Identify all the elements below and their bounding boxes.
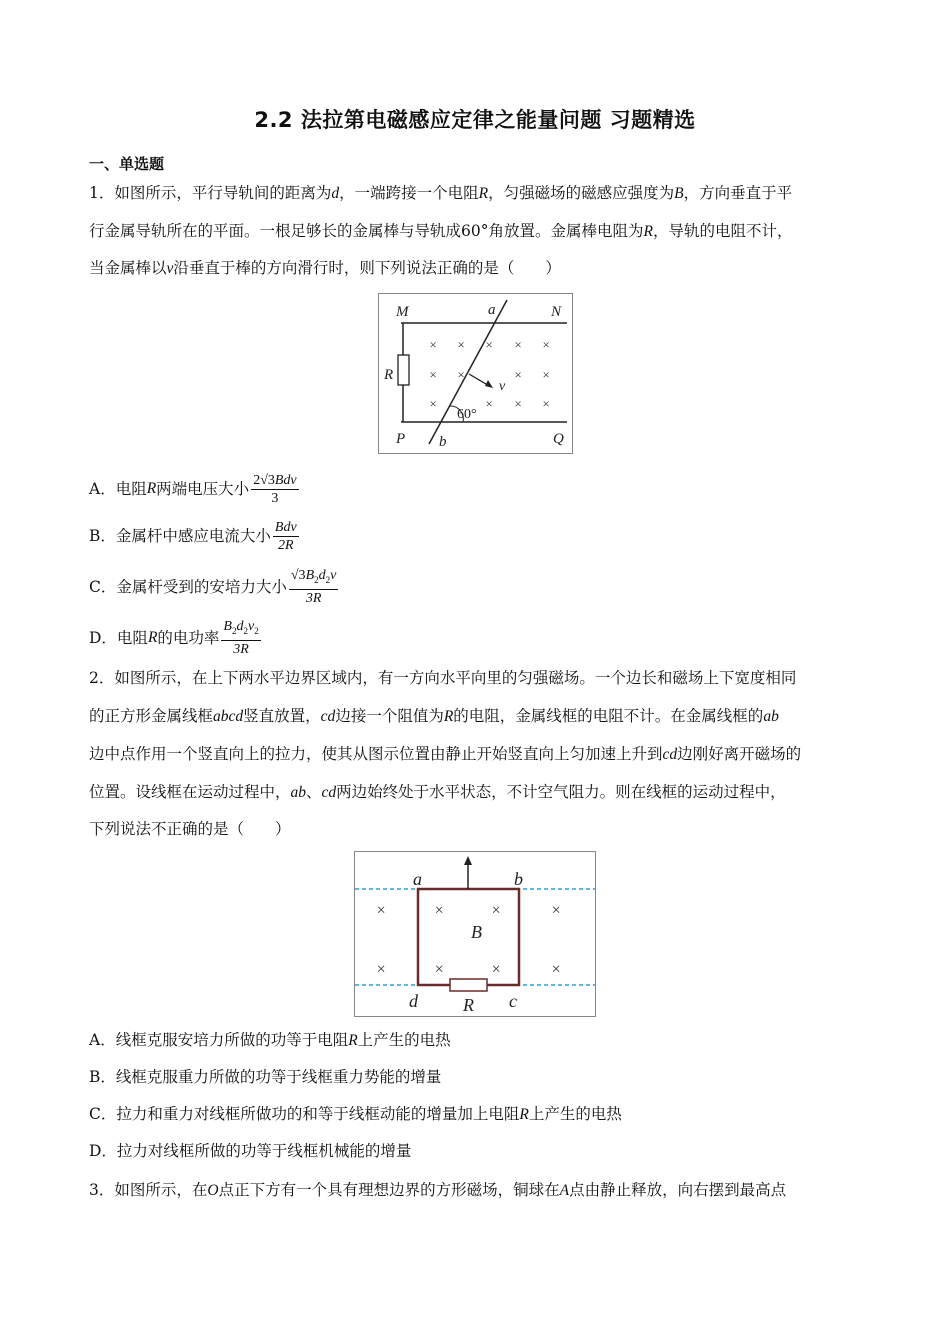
field-cross: × bbox=[375, 961, 387, 978]
field-cross: × bbox=[550, 902, 562, 919]
q2-option-d[interactable]: D．拉力对线框所做的功等于线框机械能的增量 bbox=[89, 1142, 412, 1160]
field-cross: × bbox=[513, 396, 523, 411]
q1-circuit-diagram bbox=[379, 294, 572, 453]
field-cross: × bbox=[456, 337, 466, 352]
field-cross: × bbox=[490, 902, 502, 919]
field-cross: × bbox=[428, 367, 438, 382]
field-cross: × bbox=[456, 367, 466, 382]
q2-option-c[interactable]: C．拉力和重力对线框所做功的和等于线框动能的增量加上电阻R上产生的电热 bbox=[89, 1105, 622, 1123]
label-R: R bbox=[384, 367, 394, 383]
q2-frame-diagram bbox=[355, 852, 595, 1016]
label-c: c bbox=[509, 991, 517, 1011]
fraction: $\frac{√3B_2d_2v}{3R}$ bbox=[290, 568, 337, 606]
q1-option-c[interactable]: C．金属杆受到的安培力大小 $\frac{√3B_2d_2v}{3R}$ bbox=[89, 568, 337, 606]
label-d: d bbox=[409, 991, 418, 1011]
fraction: $\frac{\text{Bdv}}{2R}$ bbox=[274, 519, 297, 553]
field-cross: × bbox=[513, 367, 523, 382]
field-cross: × bbox=[550, 961, 562, 978]
field-cross: × bbox=[541, 337, 551, 352]
q2-option-b[interactable]: B．线框克服重力所做的功等于线框重力势能的增量 bbox=[89, 1068, 442, 1086]
field-cross: × bbox=[541, 396, 551, 411]
q1-line-2: 行金属导轨所在的平面。一根足够长的金属棒与导轨成60°角放置。金属棒电阻为R，导轨的电阻不计， bbox=[89, 222, 793, 240]
field-cross: × bbox=[513, 337, 523, 352]
field-cross: × bbox=[428, 396, 438, 411]
q1-option-a[interactable]: A．电阻 R 两端电压大小 $\frac{\text{2√3Bdv}}{3}$ bbox=[89, 472, 297, 506]
q2-line-2: 的正方形金属线框abcd竖直放置，cd边接一个阻值为R的电阻，金属线框的电阻不计。在金属线框的ab bbox=[89, 707, 779, 725]
q2-line-4: 位置。设线框在运动过程中，ab、cd两边始终处于水平状态，不计空气阻力。则在线框的运动过程中， bbox=[89, 783, 786, 801]
label-N: N bbox=[551, 304, 562, 320]
label-Q: Q bbox=[553, 431, 564, 447]
field-cross: × bbox=[541, 367, 551, 382]
q1-line-1: 1．如图所示，平行导轨间的距离为d，一端跨接一个电阻R，匀强磁场的磁感应强度为B，方向垂直于平 bbox=[89, 184, 793, 202]
label-a: a bbox=[488, 302, 496, 318]
label-R: R bbox=[463, 995, 474, 1015]
q1-option-b[interactable]: B．金属杆中感应电流大小 $\frac{\text{Bdv}}{2R}$ bbox=[89, 519, 297, 553]
q1-option-d[interactable]: D．电阻 R 的电功率 $\frac{B_2d_2v_2}{3R}$ bbox=[89, 619, 259, 657]
q1-line-3: 当金属棒以v沿垂直于棒的方向滑行时，则下列说法正确的是（ ） bbox=[89, 259, 561, 277]
q2-line-1: 2．如图所示，在上下两水平边界区域内，有一方向水平向里的匀强磁场。一个边长和磁场上下宽度相同 bbox=[89, 669, 797, 687]
fraction: $\frac{\text{2√3Bdv}}{3}$ bbox=[253, 472, 297, 506]
field-cross: × bbox=[433, 902, 445, 919]
q2-line-3: 边中点作用一个竖直向上的拉力，使其从图示位置由静止开始竖直向上匀加速上升到cd边刚好离开磁场的 bbox=[89, 745, 802, 763]
field-cross: × bbox=[428, 337, 438, 352]
q3-line-1: 3．如图所示，在O点正下方有一个具有理想边界的方形磁场，铜球在A点由静止释放，向右摆到最高点 bbox=[89, 1181, 787, 1199]
q1-figure bbox=[378, 293, 573, 454]
section-heading: 一、单选题 bbox=[89, 155, 165, 173]
label-b: b bbox=[514, 869, 523, 889]
field-cross: × bbox=[490, 961, 502, 978]
label-M: M bbox=[396, 304, 409, 320]
q2-figure bbox=[354, 851, 596, 1017]
label-P: P bbox=[396, 431, 406, 447]
fraction: $\frac{B_2d_2v_2}{3R}$ bbox=[223, 619, 259, 657]
label-b: b bbox=[439, 434, 447, 450]
field-cross: × bbox=[375, 902, 387, 919]
field-cross: × bbox=[433, 961, 445, 978]
q2-option-a[interactable]: A．线框克服安培力所做的功等于电阻R上产生的电热 bbox=[89, 1031, 451, 1049]
label-v: v bbox=[499, 379, 506, 394]
page-title: 2.2 法拉第电磁感应定律之能量问题 习题精选 bbox=[254, 108, 696, 132]
label-B: B bbox=[471, 922, 482, 942]
label-angle: 60° bbox=[457, 407, 477, 422]
label-a: a bbox=[413, 869, 422, 889]
field-cross: × bbox=[484, 396, 494, 411]
field-cross: × bbox=[484, 337, 494, 352]
q2-line-5: 下列说法不正确的是（ ） bbox=[89, 820, 291, 838]
